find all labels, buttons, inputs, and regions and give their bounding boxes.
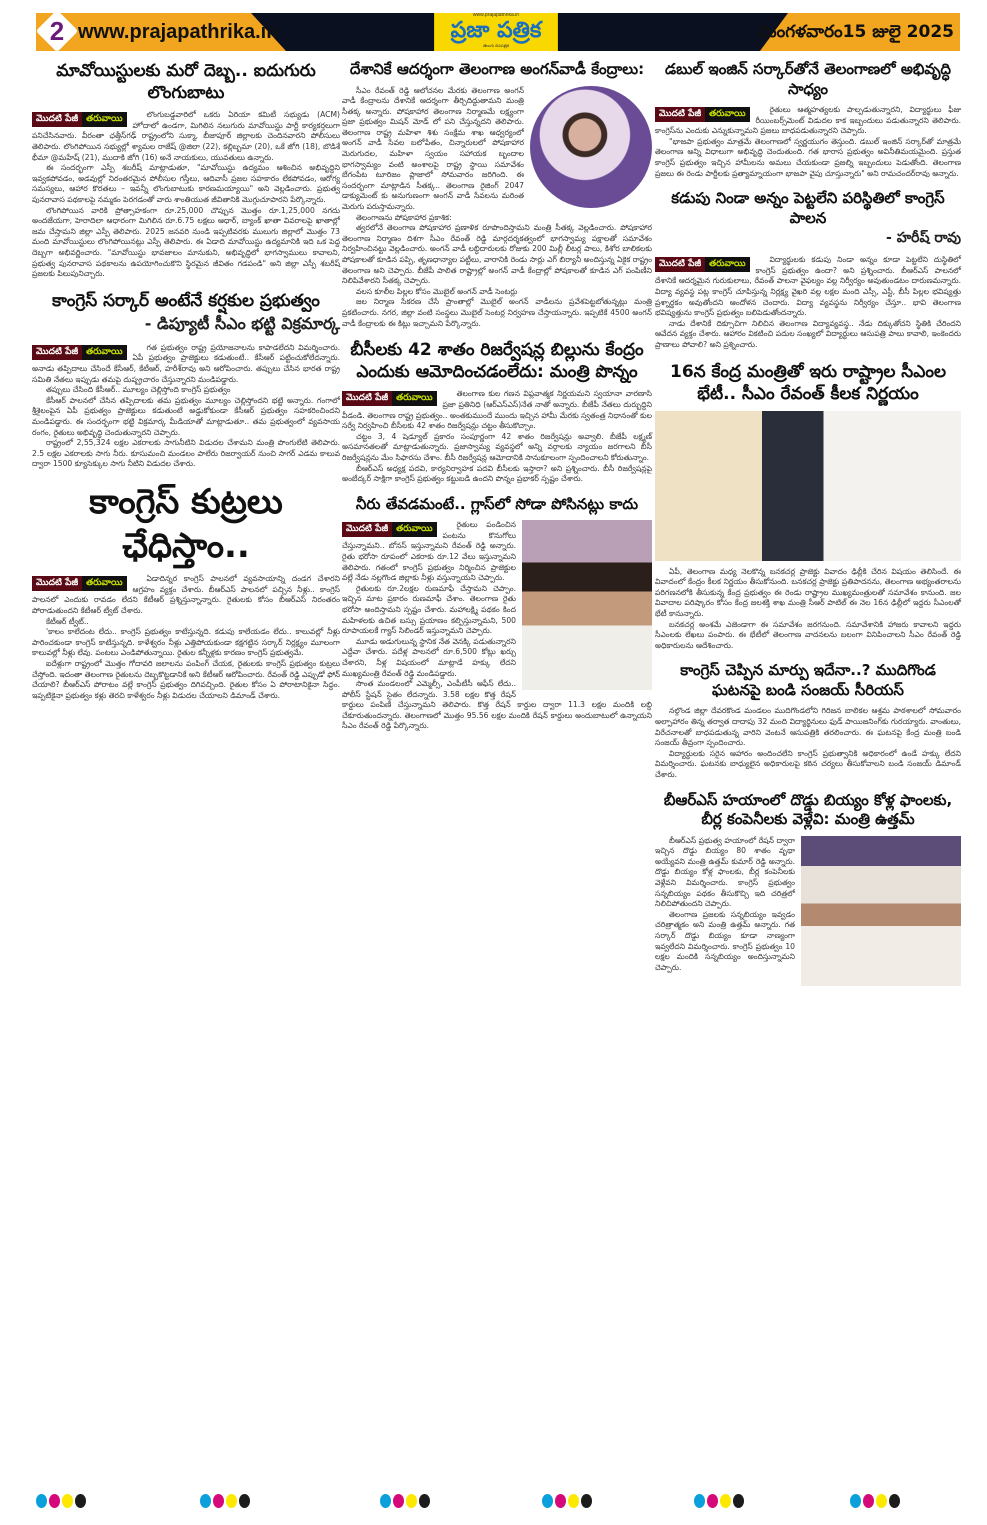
ink-registration-marks	[542, 1494, 592, 1508]
minister-uttam-photo	[801, 836, 961, 986]
headline[interactable]: మావోయిస్టులకు మరో దెబ్బ.. ఐదుగురు లొంగుబాటు	[56, 61, 316, 104]
article-double-engine	[655, 60, 961, 179]
magenta-dot-icon	[555, 1494, 566, 1508]
ink-registration-marks	[380, 1494, 430, 1508]
magenta-dot-icon	[49, 1494, 60, 1508]
article-bandi-sanjay	[655, 661, 961, 780]
headline[interactable]: 16న కేంద్ర మంత్రితో ఇరు రాష్ట్రాల సీఎంల భేటీ.. సీఎం రేవంత్ కీలక నిర్ణయం	[670, 361, 946, 404]
cyan-dot-icon	[200, 1494, 211, 1508]
byline: - హరీష్ రావు	[886, 230, 961, 247]
continued-badge: మొదటి పేజీ తరువాయి	[342, 391, 437, 406]
continued-badge: మొదటి పేజీ తరువాయి	[655, 107, 750, 122]
logo-url: www.prajapathrika.in	[472, 13, 520, 18]
article-cm-meeting	[655, 361, 961, 652]
ink-registration-marks	[36, 1494, 86, 1508]
article-body: మొదటి పేజీ తరువాయి రైతులు పండించిన పంటను కొనుగోలు చేస్తున్నామని.. బోనస్ ఇస్తున్నామని రేవంత్ రెడ్డి అన్నారు. రైతు భరోసా రూపంలో ఎకరాకు రూ.12 వేలు ఇస్తున్నామని తెలిపారు. గతంలో కాంగ్రెస్ ప్రభుత్వం నిర్మించిన ప్రాజెక్టుల వల్లే నేడు నల్లగొండ జిల్లాకు నీళ్లు వస్తున్నాయని చెప్పారు. రైతులకు రూ.2లక్షల రుణమాఫీ చేస్తామని చెప్పాం. ఇచ్చిన మాట ప్రకారం రుణమాఫీ చేశాం. తెలంగాణ రైతు భరోసా అందిస్తామని స్పష్టం చేశారు. మహాలక్ష్మి పథకం కింద మహిళలకు ఉచిత బస్సు ప్రయాణం కల్పిస్తున్నామని, 500 రూపాయలకే గ్యాస్ సిలిండర్ ఇస్తున్నామని చెప్పారు. మూడు అడుగులున్న స్థానిక నేత వెనక్కి పడుతున్నారని ఎద్దేవా చేశారు. పదేళ్ల పాలనలో రూ.6,500 కోట్లు ఖర్చు చేశారని, నీళ్ల విషయంలో మాట్లాడే హక్కు లేదని ముఖ్యమంత్రి రేవంత్ రెడ్డి మండిపడ్డారు. సొంత మండలంలో ఎమ్మెల్సీ, ఎంపీటీసీ ఆఫీస్‌ లేదు.. పోలీస్ స్టేషన్ సైతం లేదన్నారు. 3.58 లక్షల కొత్త రేషన్ కార్డులు పంపిణీ చేస్తున్నామని తెలిపారు. కొత్త రేషన్ కార్డుల ద్వారా 11.3 లక్షల మందికి లబ్ధి చేకూరుతుందన్నారు. తెలంగాణలో మొత్తం 95.56 లక్షల మందికి రేషన్ కార్డులు అందుబాటులో ఉన్నాయని సీఎం రేవంత్ రెడ్డి పేర్కొన్నారు.	[342, 520, 652, 731]
yellow-dot-icon	[226, 1494, 237, 1508]
headline[interactable]: కడుపు నిండా అన్నం పెట్టలేని పరిస్థితిలో కాంగ్రెస్ పాలన	[671, 189, 945, 227]
continued-badge: మొదటి పేజీ తరువాయి	[655, 257, 750, 272]
black-dot-icon	[733, 1494, 744, 1508]
headline[interactable]: బీసీలకు 42 శాతం రిజర్వేషన్ల బిల్లును కేంద్రం ఎందుకు ఆమోదించడంలేదు: మంత్రి పొన్నం	[350, 340, 644, 383]
cyan-dot-icon	[380, 1494, 391, 1508]
masthead	[36, 13, 960, 51]
article-body: నల్గొండ జిల్లా దేవరకొండ మండలం ముదిగొండలోని గిరిజన బాలికల ఆశ్రమ పాఠశాలలో సోమవారం అల్పాహారం తిన్న తర్వాత దాదాపు 32 మంది విద్యార్థినులు ఫుడ్ పాయిజనింగ్‌కు గురయ్యారు. వాంతులు, విరేచనాలతో బాధపడుతున్న వారిని వెంటనే ఆసుపత్రికి తరలించారు. ఈ ఘటనపై కేంద్ర మంత్రి బండి సంజయ్ తీవ్రంగా స్పందించారు. విద్యార్థులకు సరైన ఆహారం అందించలేని కాంగ్రెస్ ప్రభుత్వానికి అధికారంలో ఉండే హక్కు లేదని విమర్శించారు. ఘటనకు బాధ్యులైన అధికారులపై కఠిన చర్యలు తీసుకోవాలని బండి సంజయ్ డిమాండ్ చేశారు.	[655, 706, 961, 779]
yellow-dot-icon	[876, 1494, 887, 1508]
site-url-link[interactable]: www.prajapathrika.in	[78, 21, 279, 43]
headline[interactable]: కాంగ్రెస్ కుట్రలు ఛేధిస్తాం..	[89, 481, 283, 567]
newspaper-logo[interactable]	[434, 13, 558, 51]
black-dot-icon	[239, 1494, 250, 1508]
logo-tagline: తెలుగు దినపత్రిక	[483, 43, 509, 48]
headline[interactable]: డబుల్ ఇంజిన్ సర్కార్‌తోనే తెలంగాణలో అభివృద్ధి సాధ్యం	[665, 60, 951, 98]
issue-date: మంగళవారం15 జులై 2025	[758, 22, 954, 42]
article-body: మొదటి పేజీ తరువాయి ఏడాదిన్నర కాంగ్రెస్ పాలనలో వ్యవసాయాన్ని దండగ చేశారని ఆగ్రహం వ్యక్తం చేశారు. బీఆర్ఎస్ పాలనలో పచ్చిన నీళ్లు.. కాంగ్రెస్ పాలనలో ఎందుకు రావడం లేదని కేటీఆర్ ప్రశ్నిస్తున్నాన్నారు. రైతులకు కోసం బీఆర్ఎస్ నిరంతరం పోరాడుతుందని కేటీఆర్ ట్వీట్ చేశారు. కేటీఆర్ ట్వీట్.. 'కాలం కాలేదంట లేదు.. కాంగ్రెస్ ప్రభుత్వం కాటేస్తున్నది. కడుపు కాలేయడం లేదు.. కాలువల్లో నీళ్లు పారించకుండా కాంగ్రెస్ కాటేస్తున్నది. కాళేశ్వరం నీళ్లు ఎత్తిపోయకుండా కక్షగట్టిన సర్కార్ నిర్లక్ష్యం మూలంగా కాలువల్లో నీళ్లు లేవు. పంటలు ఎండిపోతున్నాయి. రైతుల కన్నీళ్లకు కారణం కాంగ్రెస్ ప్రభుత్వమే. ఐదేళ్లుగా రాష్ట్రంలో మొత్తం గోదావరి జలాలను పంపింగ్ చేయక, రైతులకు కాంగ్రెస్ ప్రభుత్వం కుట్రలు చేస్తోంది. ఇదంతా తెలంగాణ రైతులను దెబ్బకొట్టడానికే అని కేటీఆర్ ఆరోపించారు. రేవంత్ రెడ్డి ఎప్పుడో ఫోన్ చేయాలి? బీఆర్ఎస్ పోరాటం వల్లే కాంగ్రెస్ ప్రభుత్వం దిగివచ్చింది. రైతుల కోసం ఏ పోరాటానికైనా సిద్ధం. ఇప్పటికైనా ప్రభుత్వం కళ్లు తెరచి కాళేశ్వరం నీళ్లు విడుదల చేయాలని డిమాండ్ చేశారు.	[32, 574, 340, 700]
minister-seethakka-photo	[530, 86, 652, 208]
cyan-dot-icon	[850, 1494, 861, 1508]
ink-registration-marks	[200, 1494, 250, 1508]
article-harish-rao	[655, 189, 961, 350]
article-body: మొదటి పేజీ తరువాయి తెలంగాణ కుల గణన విప్లవాత్మక నిర్ణయమని స్వయానా వారణాసి ప్రజా ప్రతినిధి (ఆర్ఎస్ఎస్)నేత నాతో అన్నారు. బీజేపీ నేతలు దుర్బుద్ధిని వీడండి. తెలంగాణ రాష్ట్ర ప్రభుత్వం.. అంతకుముందే ముందు ఇచ్చిన హామీ మేరకు స్వతంత్ర నిధానంతో కుల సర్వే నిర్వహించి బీసీలకు 42 శాతం రిజర్వేషన్లు చట్టం తీసుకొచ్చాం. చట్టం 3, 4 షెడ్యూల్ ప్రకారం సంపూర్ణంగా 42 శాతం రిజర్వేషన్లు అవ్వాలి. బీజేపీ లక్ష్మణ్ అసమానతలతో మాట్లాడుతున్నారు. ప్రజాస్వామ్య వ్యవస్థలో అన్ని వర్గాలకు న్యాయం జరగాలని బీసీ రిజర్వేషన్లను మేం సిఫారసు చేశాం. బీసీ రిజర్వేషన్ల ఆమోదానికి సానుకూలంగా స్పందించాలని కోరుతున్నాం. బీఆర్ఎస్ అధ్యక్ష పదవి, కార్యనిర్వాహక పదవి బీసీలకు ఇస్తారా? అని ప్రశ్నించారు. బీసీ రిజర్వేషన్లపై అంబేద్కర్ సాక్షిగా కాంగ్రెస్ ప్రభుత్వం కట్టుబడి ఉందని పొన్నం ప్రభాకర్ స్పష్టం చేశారు.	[342, 389, 652, 484]
magenta-dot-icon	[863, 1494, 874, 1508]
article-maoists	[32, 60, 340, 280]
column-right	[655, 60, 961, 990]
article-water	[342, 495, 652, 732]
page-number: 2	[49, 16, 65, 46]
column-left	[32, 60, 340, 711]
article-farmers-govt	[32, 290, 340, 470]
byline: - డిప్యూటీ సీఎం భట్టి విక్రమార్క	[144, 313, 340, 333]
cyan-dot-icon	[694, 1494, 705, 1508]
article-anganwadi	[342, 60, 652, 329]
logo-title: ప్రజా పత్రిక	[450, 18, 542, 43]
continued-badge: మొదటి పేజీ తరువాయి	[32, 112, 127, 127]
black-dot-icon	[419, 1494, 430, 1508]
continued-badge: మొదటి పేజీ తరువాయి	[32, 576, 127, 591]
yellow-dot-icon	[720, 1494, 731, 1508]
black-dot-icon	[581, 1494, 592, 1508]
black-dot-icon	[75, 1494, 86, 1508]
article-body: సీఎం రేవంత్ రెడ్డి ఆలోచనల మేరకు తెలంగాణ అంగన్ వాడీ కేంద్రాలను దేశానికే ఆదర్శంగా తీర్చిదిద్దుతామని మంత్రి సీతక్క అన్నారు. పోషకాహార తెలంగాణ నిర్మాణమే లక్ష్యంగా ప్రజా ప్రభుత్వం మిషన్ మోడ్ లో పని చేస్తున్నదని తెలిపారు. తెలంగాణ రాష్ట్ర మహిళా శిశు సంక్షేమ శాఖ ఆధ్వర్యంలో అంగన్ వాడీ సేవల బలోపేతం, చిన్నారులలో పోషకాహార మెరుగుదల, మహిళా స్వయం సహాయక బృందాల భాగస్వామ్యం వంటి అంశాలపై రాష్ట్ర స్థాయి సమావేశం బేగంపేట టూరిజం ప్లాజాలో సోమవారం జరిగింది. ఈ సందర్భంగా మాట్లాడిన సీతక్క.. తెలంగాణ రైజింగ్ 2047 డాక్యుమెంట్ కు అనుగుణంగా అంగన్ వాడీ సేవలను మరింత మెరుగు పరుస్తామన్నారు. తెలంగాణను పోషకాహార ప్రకాశిక: త్వరలోనే తెలంగాణ పోషకాహార ప్రణాళిక రూపొందిస్తామని మంత్రి సీతక్క వెల్లడించారు. పోషకాహార తెలంగాణ నిర్మాణం దిశగా సీఎం రేవంత్ రెడ్డి మార్గదర్శకత్వంలో భాగస్వామ్య పక్షాలతో సమావేశం నిర్వహించినట్టు వెల్లడించారు. అంగన్ వాడీ లబ్ధిదారులకు రోజుకు 200 మిల్లీ లీటర్ల పాలు, కిశోర బాలికలకు పోషకాలతో కూడిన పప్పి, తృణధాన్యాల పట్టీలు, వారానికి రెండు సార్లు ఎగ్ బిర్యానీ అందిస్తున్న ఏకైక రాష్ట్రం తెలంగాణ అని చెప్పారు. బీజేపీ పాలిత రాష్ట్రాల్లో అంగన్ వాడీ కేంద్రాల్లో పోషకాలతో కూడిన ఎగ్ పంపిణీని నిలిపివేశారని సీతక్క చెప్పారు. వలస కూలీల పిల్లల కోసం మొబైల్ అంగన్ వాడీ సెంటర్లు జల నిర్మాణ సేకరణ చేసే ప్రాంతాల్లో మొబైల్ అంగన్ వాడీలను ప్రవేశపెట్టబోతున్నట్లు మంత్రి ప్రకటించారు. నగర, జిల్లా వంటి సంస్థలు మొబైల్ సెంటర్ల నిర్వహణ చేస్తాయన్నారు. ఇప్పటికే 4500 అంగన్ వాడీ కేంద్రాలకు ఈ కిట్లు ఇచ్చామని పేర్కొన్నారు.	[342, 85, 652, 328]
article-body: మొదటి పేజీ తరువాయి గత ప్రభుత్వం రాష్ట్ర ప్రయోజనాలను కాపాడలేదని విమర్శించారు. ఏపీ ప్రభుత్వం ప్రాజెక్టులు కడుతుంటే.. కేసీఆర్ పట్టించుకోలేదన్నారు. అనాడు తప్పిదాలు చేసిందే కేసీఆర్, కేటీఆర్, హరీశ్‌రావు అని ఆరోపించారు. తప్పులు చేసిన భారత రాష్ట్ర సమితి నేతలు ఇప్పుడు తమపై దుష్ప్రచారం చేస్తున్నారని మండిపడ్డారు. తప్పులు చేసింది కేసీఆర్.. మూల్యం చెల్లిస్తోంది కాంగ్రెస్ ప్రభుత్వం కేసీఆర్ పాలనలో చేసిన తప్పిదాలకు తమ ప్రభుత్వం మూల్యం చెల్లిస్తోందని భట్టి అన్నారు. గంగాలో శ్రీశైలంపైన ఏపీ ప్రభుత్వం ప్రాజెక్టులు కడుతుంటే అడ్డుకోకుండా కేసీఆర్ ప్రభుత్వం సహకరించిందని మండిపడ్డారు. ఈ సందర్భంగా భట్టి విక్రమార్క మీడియాతో మాట్లాడుతూ.. తమ ప్రభుత్వంలో వ్యవసాయ రంగం, రైతులు అభివృద్ధి చెందుతున్నారని చెప్పారు. రాష్ట్రంలో 2,55,324 లక్షల ఎకరాలకు సాగునీటిని విడుదల చేశామని మంత్రి పొంగులేటి తెలిపారు. 2.5 లక్షల ఎకరాలకు సాగు నీరు. కూసుమంచి మండలం పాలేరు రిజర్వాయర్ నుంచి సాగర్ ఎడమ కాలువ ద్వారా 1500 క్యూసెక్కుల సాగు నీటిని విడుదల చేశారు.	[32, 342, 340, 469]
headline[interactable]: బీఆర్ఎస్ హయాంలో దొడ్డు బియ్యం కోళ్ల ఫాంలకు, బీర్ల కంపెనీలకు వెళ్లేవి: మంత్రి ఉత్తమ్	[663, 790, 953, 829]
continued-badge: మొదటి పేజీ తరువాయి	[342, 522, 437, 537]
yellow-dot-icon	[406, 1494, 417, 1508]
headline[interactable]: నీరు తేవడమంటే.. గ్లాస్‌లో సోడా పోసినట్లు కాదు	[355, 494, 639, 513]
cyan-dot-icon	[36, 1494, 47, 1508]
chief-ministers-photo	[655, 411, 961, 561]
headline[interactable]: కాంగ్రెస్ చెప్పిన మార్పు ఇదేనా..? ముదిగొండ ఘటనపై బండి సంజయ్ సీరియస్	[680, 661, 936, 699]
black-dot-icon	[889, 1494, 900, 1508]
article-uttam	[655, 791, 961, 974]
cyan-dot-icon	[542, 1494, 553, 1508]
column-middle	[342, 60, 652, 742]
article-body: మొదటి పేజీ తరువాయి రైతులు ఆత్మహత్యలకు పాల్పడుతున్నారని, విద్యార్థులు ఫీజు రీయింబర్స్‌మెంట్ విడుదల కాక ఇబ్బందులు పడుతున్నారని తెలిపారు. కాంగ్రెస్‌ను ఎందుకు ఎన్నుకున్నామని ప్రజలు బాధపడుతున్నారని చెప్పారు. "భాజపా ప్రభుత్వం మాత్రమే తెలంగాణలో స్వర్ణయుగం తెస్తుంది. డబుల్ ఇంజిన్ సర్కార్‌తో మాత్రమే తెలంగాణ అన్ని విధాలుగా అభివృద్ధి చెందుతుంది. గత భారాస ప్రభుత్వం అవినీతిమయమైంది. ప్రస్తుత కాంగ్రెస్ ప్రభుత్వం ఇచ్చిన హామీలను అమలు చేయకుండా ప్రజల్ని ఇబ్బందులు పెడుతోంది. తెలంగాణ ప్రజలు ఈ రెండు పార్టీలకు ప్రత్యామ్నాయంగా భాజపా వైపు చూస్తున్నారు" అని రామచందర్‌రావు అన్నారు.	[655, 105, 961, 178]
cm-revanth-photo	[522, 520, 652, 690]
headline[interactable]: కాంగ్రెస్ సర్కార్ అంటేనే కర్షకుల ప్రభుత్వం	[52, 290, 320, 311]
magenta-dot-icon	[213, 1494, 224, 1508]
yellow-dot-icon	[62, 1494, 73, 1508]
continued-badge: మొదటి పేజీ తరువాయి	[32, 345, 127, 360]
ink-registration-marks	[850, 1494, 900, 1508]
headline[interactable]: దేశానికే ఆదర్శంగా తెలంగాణ అంగన్‌వాడీ కేంద్రాలు:	[349, 60, 645, 78]
yellow-dot-icon	[568, 1494, 579, 1508]
article-bc-reservation	[342, 339, 652, 485]
article-body: మొదటి పేజీ తరువాయి విద్యార్థులకు కడుపు నిండా అన్నం కూడా పెట్టలేని దుస్థితిలో కాంగ్రెస్ ప్రభుత్వం ఉందా? అని ప్రశ్నించారు. బీఆర్ఎస్ పాలనలో దేశానికే ఆదర్శమైన గురుకులాలు, రేవంత్ పాలనా వైఫల్యం వల్ల నిర్వీర్యం అవుతుండటం దారుణమన్నారు. విద్యా వ్యవస్థ పట్ల కాంగ్రెస్ చూపిస్తున్న నిర్లక్ష్య వైఖరి వల్ల లక్షల మంది ఎస్సీ, ఎస్టీ, బీసీ పిల్లల భవిష్యత్తు ప్రశ్నార్థకం అవుతోందని ఆందోళన చెందారు. విద్యా వ్యవస్థను నిర్వీర్యం చేస్తూ.. భావి తెలంగాణ భవిష్యత్తును కాంగ్రెస్ ప్రభుత్వం బలిపెడుతోందన్నారు. నాడు దేశానికే దిక్సూచిగా నిలిచిన తెలంగాణ విద్యావ్యవస్థ.. నేడు దిక్కుతోచని స్థితికి చేరిందని ఆవేదన వ్యక్తం చేశారు. ఆహారం వికటించి పదుల సంఖ్యలో విద్యార్థులు ఆసుపత్రి పాలు కావాలి, ఇంకెందరు ప్రాణాలు పోవాలి? అని ప్రశ్నించారు.	[655, 255, 961, 349]
magenta-dot-icon	[707, 1494, 718, 1508]
article-congress-conspiracy	[32, 480, 340, 702]
ink-registration-marks	[694, 1494, 744, 1508]
article-body: ఏపీ, తెలంగాణ మధ్య నెలకొన్న బనకచర్ల ప్రాజెక్టు వివాదం ఢిల్లీకి చేరిన విషయం తెలిసిందే. ఈ వివాదంలో కేంద్రం కీలక నిర్ణయం తీసుకోనుంది. బనకచర్ల ప్రాజెక్టు ప్రతిపాదనను, తెలంగాణ అభ్యంతరాలను పరిగణనలోకి తీసుకున్న కేంద్ర ప్రభుత్వం ఈ రెండు రాష్ట్రాల ముఖ్యమంత్రులతో సమావేశం కానుంది. జల వివాదాల పరిష్కారం కోసం కేంద్ర జలశక్తి శాఖ మంత్రి సీఆర్ పాటిల్ ఈ నెల 16న ఢిల్లీలో ఇద్దరు సీఎంలతో భేటీ కానున్నారు. బనకచర్ల అంశమే ఎజెండాగా ఈ సమావేశం జరగనుంది. సమావేశానికి హాజరు కావాలని ఇద్దరు సీఎంలకు లేఖలు పంపారు. ఈ భేటీలో తెలంగాణ వాదనలను బలంగా వినిపించాలని సీఎం రేవంత్ రెడ్డి అధికారులను ఆదేశించారు.	[655, 566, 961, 650]
article-body: మొదటి పేజీ తరువాయి లొంగుబడ్డవారిలో ఒకరు ఏరియా కమిటీ సభ్యుడు (ACM) హోదాలో ఉండగా, మిగిలిన నలుగురు మావోయిస్టు పార్టీ కార్యకర్తలుగా పనిచేసినవారు. వీరంతా ఛత్తీస్‌గఢ్ రాష్ట్రంలోని సుక్మా, బీజాపూర్ జిల్లాలకు చెందినవారని పోలీసులు తెలిపారు. లొంగిపోయిన సభ్యుల్లో శ్యామల రాజేష్ @జిలా (22), కల్లిబ్బమా (20), ఒకే జోగి (18), బొడిశే భీమా @మహేష్ (21), ముదాకి జోగి (16) అనే నాయకులు, యువతులు ఉన్నారు. ఈ సందర్భంగా ఎస్పీ శబరీష్ మాట్లాడుతూ, "మావోయిస్టు ఉద్యమం ఆశించిన అభివృద్ధిని ఇవ్వకపోవడం, అడవుల్లో నిరంతరమైన పోలీసుల గస్తీలు, ఆదివాసీ ప్రజల సహకారం లేకపోవడం, ఆరోగ్య సమస్యలు, ఆహార కొరతలు – ఇవన్నీ లొంగుబాటుకు కారణమయ్యాయి" అని వెల్లడించారు. ప్రభుత్వ పునరావాస పథకాలపై నమ్మకం పెరగడంతో వారు శాంతియుత జీవితానికి మొగ్గుచూపారని పేర్కొన్నారు. లొంగిపోయిన వారికి ప్రోత్సాహకంగా రూ.25,000 చొప్పున మొత్తం రూ.1,25,000 నగదు అందజేయగా, హెరాదిలా ఆధారంగా మిగిలిన రూ.6.75 లక్షలు ఆధార్, బ్యాంక్ ఖాతా వివరాలపై ఖాతాల్లో జమ చేస్తామని జిల్లా ఎస్పీ తెలిపారు. 2025 జనవరి నుండి ఇప్పటివరకు ములుగు జిల్లాలో మొత్తం 73 మంది మావోయిస్టులు లొంగిపోయినట్లు ఎస్పీ తెలిపారు. ఈ ఏడాది మావోయిస్టు ఉద్యమానికి ఇది ఒక పెద్ద దెబ్బగా అభివర్ణించారు. "మావోయిస్టు భావజాలం మానుకుని, అభివృద్ధిలో భాగస్వాములు కావాలని, ప్రభుత్వ పునరావాస పథకాలను ఉపయోగించుకొని స్థిరమైన జీవితం గడపండి" అని జిల్లా ఎస్పీ శబరీష్ ప్రజలకు పిలుపునిచ్చారు.	[32, 110, 340, 279]
article-body: బీఆర్ఎస్ ప్రభుత్వ హయాంలో రేషన్ ద్వారా ఇచ్చిన దొడ్డు బియ్యం 80 శాతం వృథా అయ్యేవని మంత్రి ఉత్తమ్ కుమార్ రెడ్డి అన్నారు. దొడ్డు బియ్యం కోళ్ల ఫాంలకు, బీర్ల కంపెనీలకు వెళ్లేవని విమర్శించారు. కాంగ్రెస్ ప్రభుత్వం సన్నబియ్యం పథకం తీసుకొచ్చి ఇది చరిత్రలో నిలిచిపోతుందని చెప్పారు. తెలంగాణ ప్రజలకు సన్నబియ్యం ఇవ్వడం చరిత్రాత్మకం అని మంత్రి ఉత్తమ్ అన్నారు. గత సర్కార్ దొడ్డు బియ్యం కూడా నాణ్యంగా ఇవ్వలేదని విమర్శించారు. కాంగ్రెస్ ప్రభుత్వం 10 లక్షల మందికి సన్నబియ్యం అందిస్తున్నామని చెప్పారు.	[655, 836, 961, 974]
magenta-dot-icon	[393, 1494, 404, 1508]
